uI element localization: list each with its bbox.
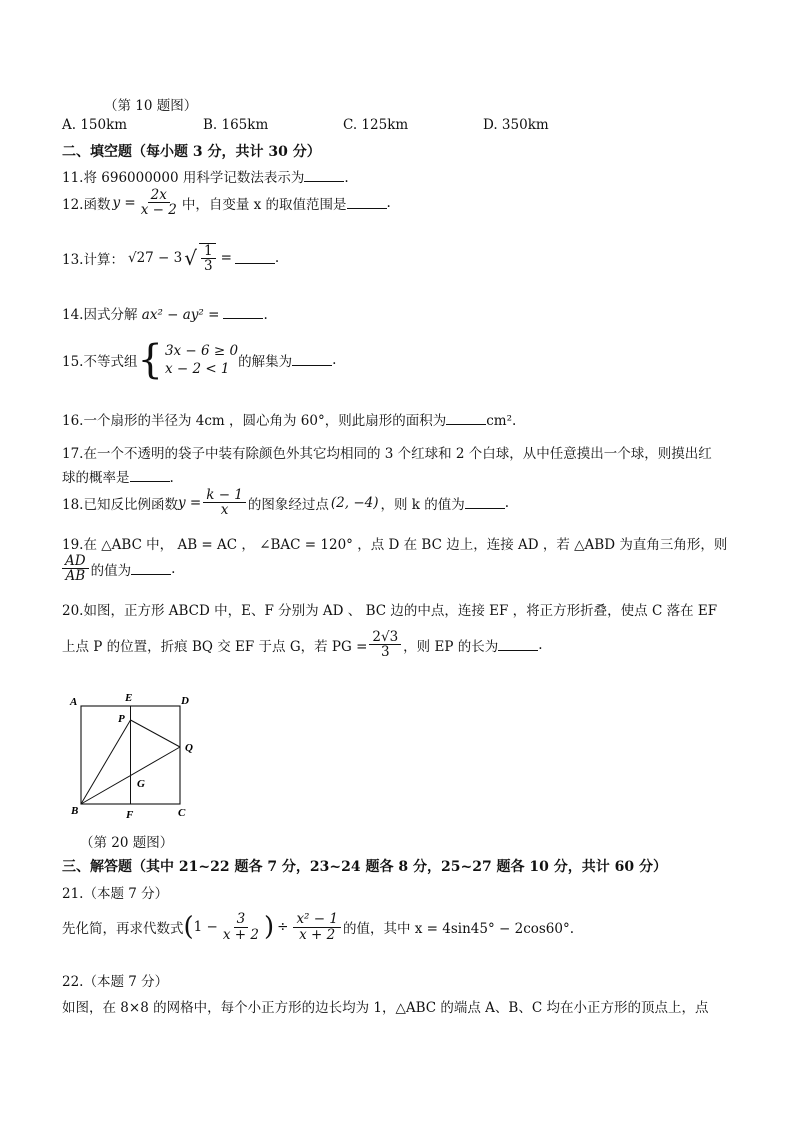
q20-end: . [538,636,543,653]
q18-fraction [203,488,246,517]
q20-den: 3 [380,644,390,661]
question-21-body [62,912,574,942]
q16-unit: cm². [486,413,517,429]
brace: { [137,337,163,383]
q19-num: AD [62,554,89,569]
q12-post: 中，自变量 x 的取值范围是 [181,196,347,213]
label-p: P [118,713,125,725]
answer-blank [223,307,263,319]
q18-end: . [504,494,510,511]
q21-den2: x + 2 [299,926,336,943]
q21-post: 的值，其中 x = 4sin45° − 2cos60°. [342,921,575,937]
q11-end: . [344,170,349,186]
q19-line1: 19.在 △ABC 中， AB = AC ， ∠BAC = 120° ，点 D 在 BC 边上，连接 AD ，若 △ABD 为直角三角形，则 [62,537,728,553]
q19-den: AB [65,568,86,585]
section2-title: 二、填空题（每小题 3 分，共计 30 分） [62,144,321,160]
q20-post: ，则 EP 的长为 [403,638,499,655]
question-16 [62,409,516,429]
q15-line1: 3x − 6 ≥ 0 [164,342,239,359]
option-c: C. 125km [343,117,409,133]
q21-head: 21.（本题 7 分） [62,886,169,902]
q17-line2: 球的概率是 [62,470,130,486]
q20-num: 2√3 [369,630,401,645]
question-15 [62,337,337,383]
q12-fraction [138,188,180,217]
q21-one: 1 − [193,919,218,935]
answer-blank [292,354,332,366]
q13-fraction [199,243,216,273]
q22-head: 22.（本题 7 分） [62,974,169,990]
q13-num: 1 [201,244,216,259]
q21-den1: x + 2 [222,926,259,943]
q13-den: 3 [204,258,213,275]
label-e: E [125,692,133,704]
q15-line2: x − 2 < 1 [164,361,230,377]
question-13 [62,243,279,273]
q18-num: k − 1 [203,488,246,503]
answer-blank [235,252,275,264]
q18-pre: 18.已知反比例函数 [62,496,178,513]
question-17-line2 [62,466,174,486]
q21-fraction2 [293,912,341,941]
right-paren: ) [263,912,275,942]
label-f: F [126,809,134,821]
q13-end: . [274,250,280,267]
answer-blank [498,639,538,651]
answer-blank [131,563,171,575]
q12-den: x − 2 [140,202,177,219]
option-d: D. 350km [483,117,549,133]
q18-y: y = [177,494,202,511]
q16-text: 16.一个扇形的半径为 4cm ，圆心角为 60°，则此扇形的面积为 [62,413,447,429]
label-c: C [178,807,186,819]
q19-end: . [171,560,176,577]
q18-point: (2, −4) [330,494,379,511]
inequality-system [137,337,239,383]
q17-line1: 17.在一个不透明的袋子中装有除颜色外其它均相同的 3 个红球和 2 个白球，从中任意摸出一个球，则摸出红 [62,446,712,462]
label-b: B [71,805,79,817]
answer-blank [304,170,344,182]
option-b: B. 165km [203,117,269,133]
q18-post: 的图象经过点 [247,496,329,513]
question-11 [62,166,349,186]
section3-title: 三、解答题（其中 21~22 题各 7 分，23~24 题各 8 分，25~27 题各 10 分，共计 60 分） [62,859,668,875]
q11-text: 11.将 696000000 用科学记数法表示为 [62,170,305,186]
q15-post: 的解集为 [238,354,293,370]
q21-pre: 先化简，再求代数式 [62,921,184,937]
q20-line1: 20.如图，正方形 ABCD 中，E、F 分别为 AD 、 BC 边的中点，连接 EF ，将正方形折叠，使点 C 落在 EF [62,603,718,619]
segment-bp [81,720,131,804]
q14-end: . [263,307,268,323]
q13-eq: = [220,250,232,267]
q10-caption: （第 10 题图） [104,98,198,114]
q20-pre2: 上点 P 的位置，折痕 BQ 交 EF 于点 G，若 PG = [62,638,368,655]
answer-blank [446,413,486,425]
q12-num: 2x [148,188,170,203]
question-12 [62,188,391,217]
sqrt-sign: √ [184,246,197,271]
q19-fraction [62,554,89,583]
q19-post: 的值为 [90,562,132,579]
question-14 [62,303,268,323]
answer-blank [465,497,505,509]
q21-num1: 3 [234,912,249,927]
q21-num2: x² − 1 [293,912,341,927]
segment-pq [131,720,181,747]
q14-expr: ax² − ay² = [141,307,220,323]
question-19-line2 [62,554,175,583]
answer-blank [347,197,387,209]
question-20-line2 [62,630,543,659]
label-g: G [137,778,145,790]
q18-post2: ，则 k 的值为 [380,496,465,513]
label-a: A [70,696,78,708]
figure-20-diagram [66,690,206,825]
q15-end: . [332,352,337,368]
q22-text: 如图，在 8×8 的网格中，每个小正方形的边长均为 1，△ABC 的端点 A、B、C 均在小正方形的顶点上，点 [62,1000,709,1016]
option-a: A. 150km [62,117,128,133]
q14-pre: 14.因式分解 [62,307,138,323]
q17-end: . [169,470,174,486]
q18-den: x [220,502,229,519]
left-paren: ( [183,912,194,942]
question-18 [62,488,509,517]
label-d: D [181,695,189,707]
q12-pre: 12.函数 [62,196,111,213]
q13-expr: √27 − 3 [127,250,183,267]
q12-y: y = [112,194,136,211]
label-q: Q [185,742,193,754]
q21-fraction1 [220,912,262,941]
q20-fraction [369,630,401,659]
q13-pre: 13.计算： [62,252,124,269]
q21-div: ÷ [277,919,289,935]
q15-pre: 15.不等式组 [62,354,138,370]
figure-20-caption: （第 20 题图） [80,835,174,851]
q12-end: . [386,194,391,211]
answer-blank [130,470,170,482]
